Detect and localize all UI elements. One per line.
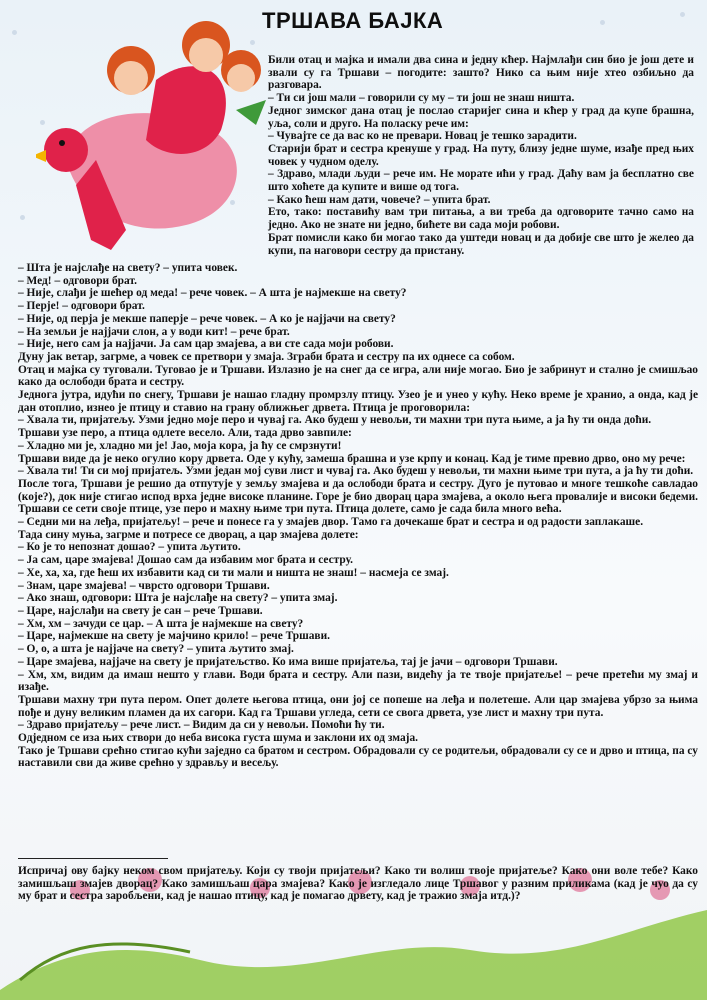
paragraph: – Знам, царе змајева! – чврсто одговори Тршави. bbox=[18, 579, 270, 592]
paragraph: – Није, од перја је мекше паперје – рече човек. – А ко је најјачи на свету? bbox=[18, 312, 396, 325]
paragraph: Тршави узе перо, а птица одлете весело. Али, тада дрво завпиле: bbox=[18, 427, 352, 440]
paragraph: Тако је Тршави срећно стигао кући заједно са братом и сестром. Обрадовали су се родитељи, обрадовали су се и дрво и птица, па су наставили сви да живе срећно у здрављу и весељу. bbox=[18, 744, 698, 770]
paragraph: Били отац и мајка и имали два сина и једну кћер. Најмлађи син био је још дете и звали су га Тршави – погодите: зашто? Нико са њим није хтео озбиљно да разговара. bbox=[268, 54, 694, 92]
paragraph: Тршави махну три пута пером. Опет долете његова птица, они јој се попеше на леђа и полетеше. Али цар змајева убрзо за њима пође и дуну великим пламен да их сагори. Кад га Тршави угледа, сети се свога дрвета, узе лист и махну три пута. bbox=[18, 693, 698, 719]
bird-illustration bbox=[36, 10, 276, 260]
child-face bbox=[227, 64, 255, 92]
paragraph: – Мед! – одговори брат. bbox=[18, 274, 137, 287]
boy-face bbox=[114, 61, 148, 95]
paragraph: Тршави виде да је неко огулио кору дрвета. Оде у кућу, замеша брашна и узе крпу и конац. Кад је тиме превио дрво, оно му рече: bbox=[18, 452, 686, 465]
paragraph: Дуну јак ветар, загрме, а човек се претвори у змаја. Зграби брата и сестру па их однесе са собом. bbox=[18, 350, 515, 363]
leaf bbox=[236, 100, 266, 125]
paragraph: – Хладно ми је, хладно ми је! Јао, моја кора, ја ћу се смрзнути! bbox=[18, 439, 342, 452]
girl-face bbox=[189, 38, 223, 72]
snowflake bbox=[20, 215, 25, 220]
bird-beak bbox=[36, 150, 46, 162]
paragraph: – Хм, хм – зачуди се цар. – А шта је најмекше на свету? bbox=[18, 617, 304, 630]
paragraph: – Како ћеш нам дати, човече? – упита брат. bbox=[268, 193, 491, 206]
divider bbox=[18, 858, 168, 859]
paragraph: После тога, Тршави је решио да отпутује у земљу змајева и да ослободи брата и сестру. Дуго је путовао и многе тешкоће савладао (које?), док није стигао испод врха једне високе планине. Горе је био дворац цара змајева, а около њега провалије и високи бедеми. Тршави се сети своје птице, узе перо и махну њиме три пута. Птица долете, само је сада била много већа. bbox=[18, 477, 698, 516]
paragraph: Ето, тако: поставићу вам три питања, а ви треба да одговорите тачно само на једно. Ако не знате ни једно, бићете ви сада моји робови. bbox=[268, 206, 694, 232]
paragraph: – Ко је то непознат дошао? – упита љутито. bbox=[18, 541, 241, 554]
paragraph: – Царе, најмекше на свету је мајчино крило! – рече Тршави. bbox=[18, 630, 330, 643]
paragraph: – Здраво, млади људи – рече им. Не морате ићи у град. Даћу вам ја бесплатно све што хоћете да купите и више од тога. bbox=[268, 168, 694, 194]
paragraph: – О, о, а шта је најјаче на свету? – упита љутито змај. bbox=[18, 643, 294, 656]
paragraph: Старији брат и сестра кренуше у град. На путу, близу једне шуме, изађе пред њих човек у чудном оделу. bbox=[268, 142, 694, 168]
paragraph: Отац и мајка су туговали. Туговао је и Тршави. Излазио је на снег да се игра, али није могао. Био је забринут и стално је смишљао како да ослободи брата и сестру. bbox=[18, 363, 698, 389]
paragraph: – На земљи је најјачи слон, а у води кит! – рече брат. bbox=[18, 325, 290, 338]
paragraph: – Хм, хм, видим да имаш нешто у глави. Води брата и сестру. Али пази, видећу ја те твоје пријатеље! – рече претећи му змај и изађе. bbox=[18, 668, 698, 694]
paragraph: – Хвала ти! Ти си мој пријатељ. Узми један мој суви лист и чувај га. Ако будеш у невољи, ти махни њиме три пута, а ја ћу ти доћи. bbox=[18, 465, 694, 478]
paragraph: Једнога јутра, идући по снегу, Тршави је нашао гладну промрзлу птицу. Узео је и унео у кућу. Неко време је хранио, а онда, кад је дан отоплио, изнео је птицу и ставио на грану оближњег дрвета. Птица је проговорила: bbox=[18, 389, 698, 414]
snowflake bbox=[12, 30, 17, 35]
paragraph: – Перје! – одговори брат. bbox=[18, 300, 145, 313]
paragraph: – Ти си још мали – говорили су му – ти још не знаш ништа. bbox=[268, 92, 575, 105]
paragraph: – Хвала ти, пријатељу. Узми једно моје перо и чувај га. Ако будеш у невољи, ти махни три пута њиме, а ја ћу ти онда доћи. bbox=[18, 414, 652, 427]
paragraph: – Царе, најслађи на свету је сан – рече Тршави. bbox=[18, 604, 263, 617]
paragraph: – Ја сам, царе змајева! Дошао сам да избавим мог брата и сестру. bbox=[18, 554, 353, 567]
paragraph: – Хе, ха, ха, где ћеш их избавити кад си ти мали и ништа не знаш! – насмеја се змај. bbox=[18, 566, 449, 579]
snake-body bbox=[0, 910, 707, 1000]
questions-text: Испричај ову бајку неком свом пријатељу. Који су твоји пријатељи? Како ти волиш твоје пријатеље? Како они воле тебе? Како замишљаш змајев дворац? Како замишљаш цара змајева? Како је изгледало лице Тршавог у разним приликама (кад је чуо да су му брат и сестра заробљени, кад је нашао птицу, кад је помагао дрвету, кад је тражио змаја итд.)? bbox=[18, 865, 698, 903]
paragraph: – Шта је најслађе на свету? – упита човек. bbox=[18, 262, 238, 274]
paragraph: Тада сину муња, загрме и потресе се дворац, а цар змајева долете: bbox=[18, 528, 359, 541]
paragraph: Одједном се иза њих створи до неба висока густа шума и заклони их од змаја. bbox=[18, 732, 419, 745]
snowflake bbox=[600, 20, 605, 25]
paragraph: – Седни ми на леђа, пријатељу! – рече и понесе га у змајев двор. Тамо га дочекаше брат и сестра и од радости заплакаше. bbox=[18, 516, 644, 529]
discussion-questions bbox=[18, 865, 698, 903]
paragraph: – Није, него сам ја најјачи. Ја сам цар змајева, а ви сте сада моји робови. bbox=[18, 338, 394, 351]
story-body bbox=[18, 262, 698, 770]
paragraph: – Царе змајева, најјаче на свету је пријатељство. Ко има више пријатеља, тај је јачи – одговори Тршави. bbox=[18, 655, 558, 668]
page-title: ТРШАВА БАЈКА bbox=[262, 8, 444, 33]
bird-eye bbox=[59, 140, 65, 146]
bird-head bbox=[44, 128, 88, 172]
story-intro bbox=[268, 54, 694, 257]
paragraph: – Није, слађи је шећер од меда! – рече човек. – А шта је најмекше на свету? bbox=[18, 287, 407, 300]
snowflake bbox=[680, 12, 685, 17]
paragraph: – Здраво пријатељу – рече лист. – Видим да си у невољи. Помоћи ћу ти. bbox=[18, 719, 385, 732]
paragraph: Једног зимског дана отац је послао старијег сина и кћер у град да купе брашна, уља, соли и друго. На поласку рече им: bbox=[268, 104, 694, 130]
paragraph: Брат помисли како би могао тако да уштеди новац и да добије све што је желео да купи, па наговори сестру да пристану. bbox=[268, 231, 694, 257]
paragraph: – Чувајте се да вас ко не превари. Новац је тешко зарадити. bbox=[268, 130, 577, 143]
snake-illustration bbox=[0, 840, 707, 1000]
paragraph: – Ако знаш, одговори: Шта је најслађе на свету? – упита змај. bbox=[18, 592, 338, 605]
